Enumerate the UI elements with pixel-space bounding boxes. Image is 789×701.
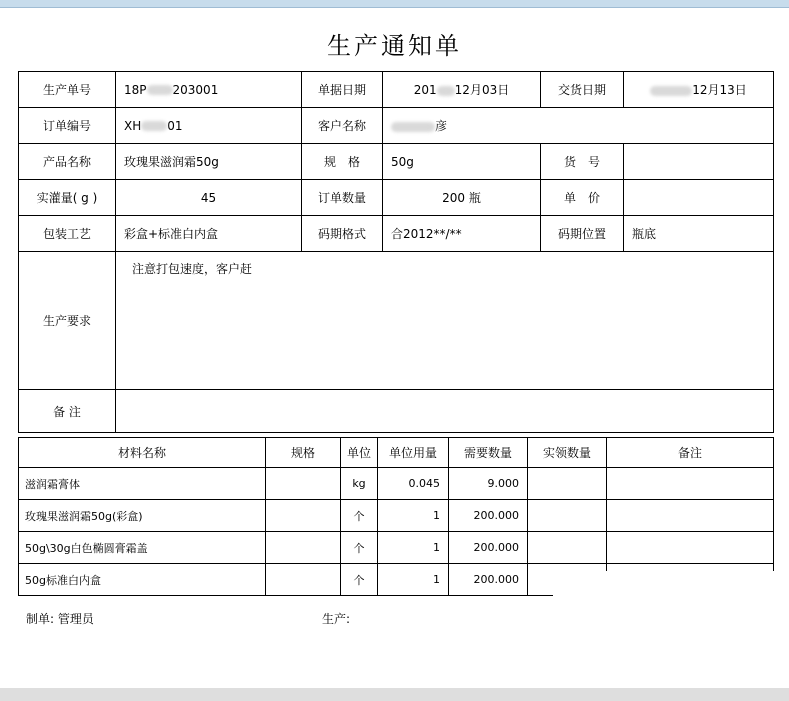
col-header: 单位用量 <box>378 438 449 468</box>
material-spec <box>266 468 341 500</box>
order-info-table <box>18 71 774 433</box>
col-header: 规格 <box>266 438 341 468</box>
material-unit-usage: 1 <box>378 500 449 532</box>
material-unit-usage: 0.045 <box>378 468 449 500</box>
material-received-qty <box>528 532 607 564</box>
redacted-blur <box>391 122 435 132</box>
requirements-label: 生产要求 <box>19 252 116 390</box>
remarks-value <box>116 390 774 433</box>
date-code-position-label: 码期位置 <box>541 216 624 252</box>
material-required-qty: 200.000 <box>449 532 528 564</box>
col-header: 实领数量 <box>528 438 607 468</box>
fill-amount-value: 45 <box>116 180 302 216</box>
table-header-row <box>19 438 774 468</box>
date-code-format-value: 合2012**/** <box>383 216 541 252</box>
material-remarks <box>607 532 774 564</box>
product-name-label: 产品名称 <box>19 144 116 180</box>
redacted-blur <box>141 121 167 131</box>
delivery-date-value: 12月13日 <box>624 72 774 108</box>
material-name: 50g标准白内盒 <box>19 564 266 596</box>
production-label: 生产: <box>322 612 351 626</box>
material-unit: 个 <box>341 500 378 532</box>
table-row <box>19 72 774 108</box>
remarks-label: 备 注 <box>19 390 116 433</box>
production-no-value: 18P 203001 <box>116 72 302 108</box>
table-row <box>19 500 774 532</box>
col-header: 单位 <box>341 438 378 468</box>
material-required-qty: 200.000 <box>449 500 528 532</box>
item-no-value <box>624 144 774 180</box>
unit-price-value <box>624 180 774 216</box>
material-received-qty <box>528 500 607 532</box>
product-name-value: 玫瑰果滋润霜50g <box>116 144 302 180</box>
material-received-qty <box>528 468 607 500</box>
date-code-position-value: 瓶底 <box>624 216 774 252</box>
material-spec <box>266 564 341 596</box>
redacted-blur <box>147 85 173 95</box>
material-unit-usage: 1 <box>378 532 449 564</box>
requirements-value: 注意打包速度，客户赶 <box>116 252 774 390</box>
window-top-bar <box>0 0 789 8</box>
date-code-format-label: 码期格式 <box>302 216 383 252</box>
redacted-blur <box>650 86 692 96</box>
torn-edge-mask <box>553 571 775 601</box>
customer-name-value: 彦 <box>383 108 774 144</box>
material-spec <box>266 532 341 564</box>
order-no-label: 订单编号 <box>19 108 116 144</box>
material-name: 玫瑰果滋润霜50g(彩盒) <box>19 500 266 532</box>
table-row <box>19 216 774 252</box>
table-row <box>19 108 774 144</box>
maker-label: 制单: 管理员 <box>26 612 94 626</box>
spec-label: 规 格 <box>302 144 383 180</box>
table-row <box>19 144 774 180</box>
col-header: 材料名称 <box>19 438 266 468</box>
packaging-label: 包装工艺 <box>19 216 116 252</box>
table-row <box>19 180 774 216</box>
table-row <box>19 532 774 564</box>
order-no-value: XH 01 <box>116 108 302 144</box>
document-title: 生产通知单 <box>327 32 462 60</box>
material-remarks <box>607 468 774 500</box>
table-row <box>19 252 774 390</box>
material-required-qty: 200.000 <box>449 564 528 596</box>
material-unit: 个 <box>341 564 378 596</box>
item-no-label: 货 号 <box>541 144 624 180</box>
material-unit: kg <box>341 468 378 500</box>
unit-price-label: 单 价 <box>541 180 624 216</box>
material-unit-usage: 1 <box>378 564 449 596</box>
material-spec <box>266 500 341 532</box>
order-qty-value: 200 瓶 <box>383 180 541 216</box>
packaging-value: 彩盒+标准白内盒 <box>116 216 302 252</box>
spec-value: 50g <box>383 144 541 180</box>
material-name: 50g\30g白色椭圆膏霜盖 <box>19 532 266 564</box>
redacted-blur <box>437 86 455 96</box>
production-no-label: 生产单号 <box>19 72 116 108</box>
table-row <box>19 468 774 500</box>
col-header: 备注 <box>607 438 774 468</box>
table-row <box>19 390 774 433</box>
document-date-value: 201 12月03日 <box>383 72 541 108</box>
window-bottom-bar <box>0 688 789 701</box>
material-unit: 个 <box>341 532 378 564</box>
order-qty-label: 订单数量 <box>302 180 383 216</box>
material-name: 滋润霜膏体 <box>19 468 266 500</box>
col-header: 需要数量 <box>449 438 528 468</box>
document-date-label: 单据日期 <box>302 72 383 108</box>
material-required-qty: 9.000 <box>449 468 528 500</box>
customer-name-label: 客户名称 <box>302 108 383 144</box>
material-remarks <box>607 500 774 532</box>
delivery-date-label: 交货日期 <box>541 72 624 108</box>
fill-amount-label: 实灌量( g ) <box>19 180 116 216</box>
